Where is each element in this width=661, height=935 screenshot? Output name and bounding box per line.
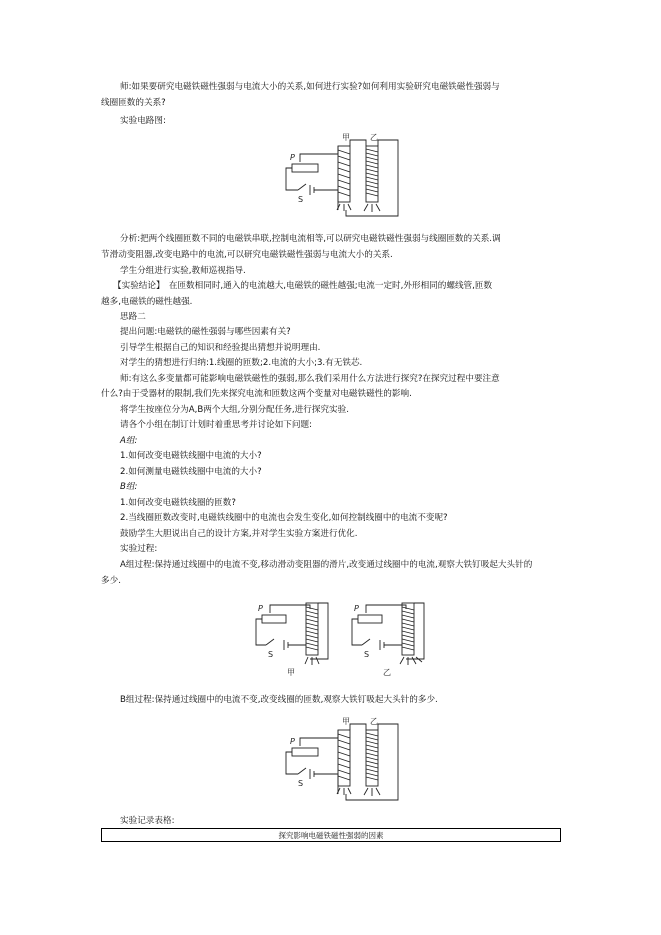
text-line: 【实验结论】 在匝数相同时,通入的电流越大,电磁铁的磁性越强;电流一定时,外形相同的螺线管,匝数 — [113, 281, 493, 291]
text-line: 实验记录表格: — [120, 816, 175, 826]
text-line: 请各个小组在制订计划时着重思考并讨论如下问题: — [120, 420, 312, 430]
record-table — [101, 828, 561, 842]
text-line: 提出问题:电磁铁的磁性强弱与哪些因素有关? — [120, 327, 291, 337]
text-line: 鼓励学生大胆说出自己的设计方案,并对学生实验方案进行优化. — [120, 529, 358, 539]
label-p: P — [290, 153, 295, 162]
label-p-2: P — [290, 737, 295, 746]
text-line: 师:如果要研究电磁铁磁性强弱与电流大小的关系,如何进行实验?如何利用实验研究电磁铁磁性强弱与 — [120, 82, 500, 92]
label-yi: 乙 — [370, 133, 378, 142]
text-line: B组过程:保持通过线圈中的电流不变,改变线圈的匝数,观察大铁钉吸起大头针的多少. — [120, 695, 438, 705]
label-jia-2: 甲 — [342, 717, 350, 726]
text-line: 分析:把两个线圈匝数不同的电磁铁串联,控制电流相等,可以研究电磁铁磁性强弱与线圈匝数的关系.调 — [120, 234, 501, 244]
text-line: A组过程:保持通过线圈中的电流不变,移动滑动变阻器的滑片,改变通过线圈中的电流,观察大铁钉吸起大头针的 — [120, 560, 533, 570]
text-line: 2.当线圈匝数改变时,电磁铁线圈中的电流也会发生变化,如何控制线圈中的电流不变呢? — [120, 513, 448, 523]
table-title: 探究影响电磁铁磁性强弱的因素 — [278, 831, 384, 840]
label-yi-2: 乙 — [370, 717, 378, 726]
text-line: 实验过程: — [120, 544, 158, 554]
text-line: 线圈匝数的关系? — [101, 98, 166, 108]
text-line: 1.如何改变电磁铁线圈的匝数? — [120, 498, 236, 508]
text-line: 引导学生根据自己的知识和经验提出猜想并说明理由. — [120, 343, 321, 353]
circuit-diagram-ab — [250, 597, 440, 679]
text-line: 实验电路图: — [120, 116, 166, 126]
text-line: 将学生按座位分为A,B两个大组,分别分配任务,进行探究实验. — [120, 405, 349, 415]
label-p-left: P — [258, 604, 263, 613]
label-s-left: S — [268, 650, 274, 659]
text-line: 学生分组进行实验,教师巡视指导. — [120, 266, 246, 276]
circuit-diagram-series — [280, 130, 410, 222]
text-line: 对学生的猜想进行归纳:1.线圈的匝数;2.电流的大小;3.有无铁芯. — [120, 358, 363, 368]
text-line: 什么?由于受器材的限制,我们先来探究电流和匝数这两个变量对电磁铁磁性的影响. — [101, 389, 412, 399]
text-line: 2.如何测量电磁铁线圈中电流的大小? — [120, 467, 262, 477]
section-heading: 思路二 — [120, 312, 146, 322]
label-s-2: S — [298, 779, 304, 788]
text-line: B组: — [120, 482, 138, 492]
circuit-diagram-series-2 — [280, 714, 410, 806]
label-s: S — [298, 195, 304, 204]
text-line: 多少. — [101, 576, 121, 586]
text-line: 越多,电磁铁的磁性越强. — [101, 297, 193, 307]
label-yi-bottom: 乙 — [383, 668, 391, 677]
label-jia-bottom: 甲 — [287, 668, 295, 677]
text-line: 师:有这么多变量都可能影响电磁铁磁性的强弱,那么我们采用什么方法进行探究?在探究过程中要注意 — [120, 374, 500, 384]
label-jia: 甲 — [342, 133, 350, 142]
text-line: 1.如何改变电磁铁线圈中电流的大小? — [120, 451, 262, 461]
text-line: 节滑动变阻器,改变电路中的电流,可以研究电磁铁磁性强弱与电流大小的关系. — [101, 250, 393, 260]
label-s-right: S — [364, 650, 370, 659]
text-line: A组: — [120, 436, 138, 446]
label-p-right: P — [354, 604, 359, 613]
